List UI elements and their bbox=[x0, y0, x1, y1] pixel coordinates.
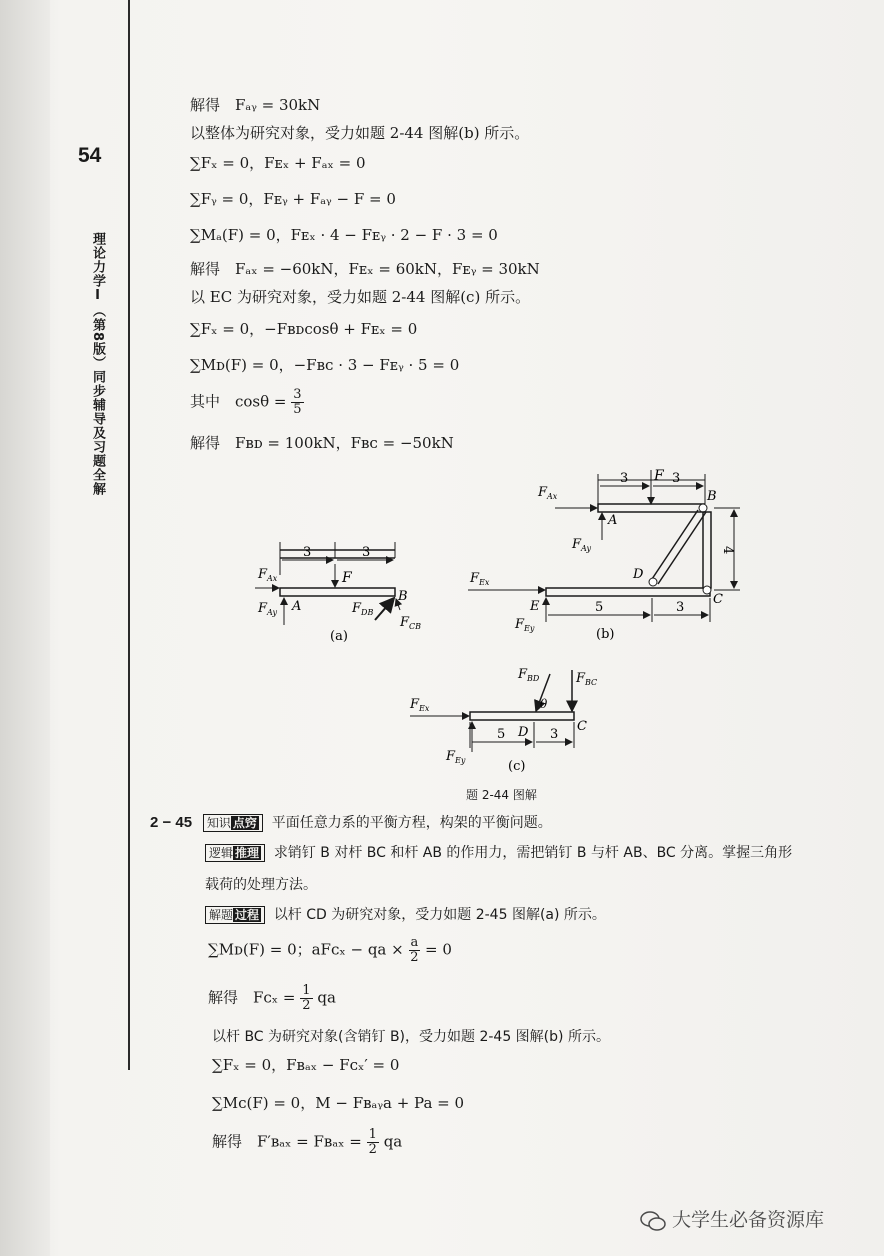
cos-theta-fraction bbox=[291, 388, 303, 417]
eq1-pre: ∑Mᴅ(F) = 0；aFᴄₓ − qa × bbox=[208, 940, 404, 959]
eq1-fraction bbox=[409, 936, 421, 965]
sol2-post: qa bbox=[383, 1132, 403, 1151]
equation-sum-fy: ∑Fᵧ = 0，Fᴇᵧ + Fₐᵧ − F = 0 bbox=[190, 190, 396, 208]
frac-num: 1 bbox=[368, 1127, 377, 1142]
c-point-d: D bbox=[518, 725, 529, 740]
solution-line-6: 解得 Fₐₓ = −60kN，Fᴇₓ = 60kN，Fᴇᵧ = 30kN bbox=[190, 260, 540, 278]
b-force-f: F bbox=[654, 468, 664, 484]
a-fcb: $F_{CB}$ bbox=[400, 615, 422, 631]
c-label: (c) bbox=[508, 759, 526, 774]
solution-line-2: 以整体为研究对象，受力如题 2-44 图解(b) 所示。 bbox=[190, 124, 530, 142]
b-point-d: D bbox=[633, 567, 644, 582]
figure-a bbox=[255, 542, 421, 644]
c-fbd: $F_{BD}$ bbox=[518, 667, 540, 683]
margin-rule bbox=[128, 0, 130, 1070]
frac-num: 3 bbox=[293, 387, 302, 402]
sol2-pre: 解得 F′ʙₐₓ = Fʙₐₓ = bbox=[212, 1132, 362, 1151]
c-dim-5: 5 bbox=[497, 727, 506, 742]
problem-heading bbox=[150, 812, 552, 832]
equation-ec-sum-fx: ∑Fₓ = 0，−Fʙᴅcosθ + Fᴇₓ = 0 bbox=[190, 320, 418, 338]
process-line bbox=[205, 904, 606, 924]
a-fdb: $F_{DB}$ bbox=[352, 601, 374, 617]
watermark-text: 大学生必备资源库 bbox=[672, 1209, 825, 1231]
frac-num: a bbox=[410, 935, 419, 950]
equation-bc-mc: ∑Mᴄ(F) = 0，M − Fʙₐᵧa + Pa = 0 bbox=[212, 1094, 465, 1112]
tag-process bbox=[205, 906, 265, 924]
c-theta: θ bbox=[540, 697, 548, 711]
a-point-a: A bbox=[292, 599, 302, 614]
tag-text-bold: 过程 bbox=[235, 908, 260, 922]
c-fbc: $F_{BC}$ bbox=[576, 671, 598, 687]
a-dim-1: 3 bbox=[303, 545, 312, 560]
c-fey: $F_{Ey}$ bbox=[446, 749, 466, 765]
c-dim-3: 3 bbox=[550, 727, 559, 742]
a-fay: $F_{Ay}$ bbox=[258, 601, 278, 617]
a-fax: $F_{Ax}$ bbox=[258, 567, 278, 583]
frac-den: 2 bbox=[302, 998, 311, 1013]
b-point-b: B bbox=[707, 489, 717, 504]
bc-intro: 以杆 BC 为研究对象(含销钉 B)，受力如题 2-45 图解(b) 所示。 bbox=[212, 1029, 610, 1045]
a-label: (a) bbox=[330, 629, 348, 644]
sol1-post: qa bbox=[317, 988, 336, 1007]
b-point-c: C bbox=[713, 592, 723, 607]
a-dim-2: 3 bbox=[362, 545, 371, 560]
frac-den: 2 bbox=[410, 950, 419, 965]
solution-fbax bbox=[212, 1128, 402, 1157]
figure-2-44-ab bbox=[240, 460, 760, 650]
figure-b bbox=[468, 468, 740, 642]
solution-line-1: 解得 Fₐᵧ = 30kN bbox=[190, 96, 321, 114]
sol1-pre: 解得 Fᴄₓ = bbox=[208, 988, 296, 1007]
equation-bc-sum-fx: ∑Fₓ = 0，Fʙₐₓ − Fᴄₓ′ = 0 bbox=[212, 1056, 400, 1074]
watermark bbox=[640, 1205, 824, 1232]
cos-theta-label: 其中 cosθ = bbox=[190, 392, 287, 411]
b-dim-1: 3 bbox=[620, 471, 629, 486]
eq1-post: = 0 bbox=[425, 940, 452, 959]
figure-2-44-c bbox=[400, 660, 630, 780]
logic-text-2: 载荷的处理方法。 bbox=[205, 877, 317, 893]
b-fax: $F_{Ax}$ bbox=[538, 485, 558, 501]
b-point-e: E bbox=[530, 599, 540, 614]
sol2-fraction bbox=[367, 1128, 379, 1157]
solution-fcx bbox=[208, 984, 336, 1013]
tag-text: 知识 bbox=[206, 816, 231, 830]
sol1-fraction bbox=[300, 984, 312, 1013]
logic-line-1 bbox=[205, 842, 792, 862]
b-dim-3: 3 bbox=[676, 600, 685, 615]
solution-line-11: 解得 Fʙᴅ = 100kN，Fʙᴄ = −50kN bbox=[190, 434, 454, 452]
frac-den: 2 bbox=[368, 1142, 377, 1157]
tag-text-bold: 点窍 bbox=[232, 816, 257, 830]
tag-logic bbox=[205, 844, 265, 862]
page-number: 54 bbox=[78, 144, 102, 167]
b-fey: $F_{Ey}$ bbox=[515, 617, 535, 633]
problem-number: 2 − 45 bbox=[150, 814, 193, 831]
c-point-c: C bbox=[577, 719, 587, 734]
binding-shadow bbox=[0, 0, 50, 1256]
tag-knowledge bbox=[203, 814, 263, 832]
equation-ec-sum-md: ∑Mᴅ(F) = 0，−Fʙᴄ · 3 − Fᴇᵧ · 5 = 0 bbox=[190, 356, 460, 374]
tag-text: 解题 bbox=[209, 908, 234, 922]
solution-line-7: 以 EC 为研究对象，受力如题 2-44 图解(c) 所示。 bbox=[190, 288, 531, 306]
process-text: 以杆 CD 为研究对象，受力如题 2-45 图解(a) 所示。 bbox=[273, 907, 606, 923]
b-fex: $F_{Ex}$ bbox=[470, 571, 490, 587]
frac-den: 5 bbox=[293, 402, 302, 417]
frac-num: 1 bbox=[302, 983, 311, 998]
b-point-a: A bbox=[608, 513, 618, 528]
equation-cd-md bbox=[208, 936, 452, 965]
c-fex: $F_{Ex}$ bbox=[410, 697, 430, 713]
tag-text: 逻辑 bbox=[209, 846, 234, 860]
equation-sum-fx: ∑Fₓ = 0，Fᴇₓ + Fₐₓ = 0 bbox=[190, 154, 366, 172]
b-dim-2: 3 bbox=[672, 471, 681, 486]
a-point-b: B bbox=[398, 589, 408, 604]
wechat-icon bbox=[640, 1211, 666, 1231]
problem-topic: 平面任意力系的平衡方程，构架的平衡问题。 bbox=[271, 815, 552, 831]
equation-sum-ma: ∑Mₐ(F) = 0，Fᴇₓ · 4 − Fᴇᵧ · 2 − F · 3 = 0 bbox=[190, 226, 498, 244]
side-title: 理论力学Ⅰ（第8版）同步辅导及习题全解 bbox=[90, 232, 105, 497]
logic-text-1: 求销钉 B 对杆 BC 和杆 AB 的作用力，需把销钉 B 与杆 AB、BC 分离。掌握三角形 bbox=[273, 845, 793, 861]
b-dim-5: 5 bbox=[595, 600, 604, 615]
cos-theta-line bbox=[190, 388, 304, 417]
b-dim-4: 4 bbox=[720, 546, 735, 555]
figure-caption: 题 2-44 图解 bbox=[466, 788, 537, 802]
b-fay: $F_{Ay}$ bbox=[572, 537, 592, 553]
tag-text-bold: 推理 bbox=[235, 846, 260, 860]
b-label: (b) bbox=[596, 627, 615, 642]
a-force-f: F bbox=[342, 570, 352, 586]
